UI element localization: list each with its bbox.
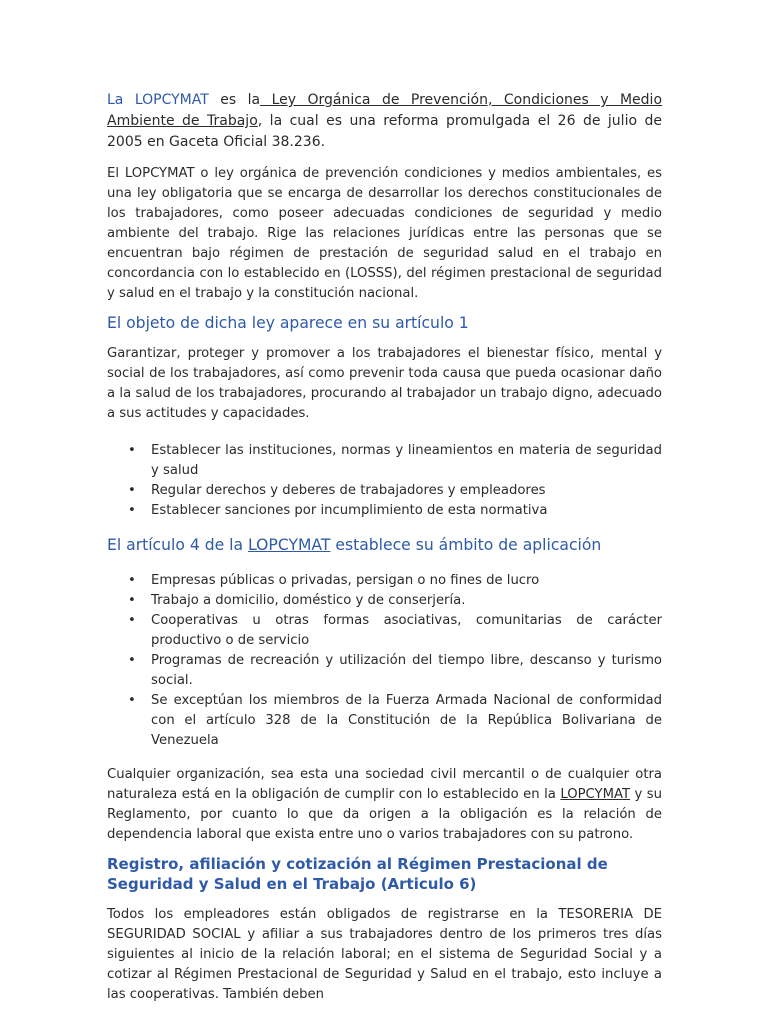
obligation-paragraph [107, 765, 662, 845]
registration-paragraph: Todos los empleadores están obligados de registrarse en la TESORERIA DE SEGURIDAD SOCIAL y afiliar a sus trabajadores dentro de los primeros tres días siguientes al inicio de la relación laboral; en el sistema de Seguridad Social y a cotizar al Régimen Prestacional de Seguridad y Salud en el trabajo, esto incluye a las cooperativas. También deben [107, 907, 662, 1002]
obligation-pre: Cualquier organización, sea esta una sociedad civil mercantil o de cualquier otra naturaleza está en la obligación de cumplir con lo establecido en la [107, 767, 662, 802]
obligation-post: y su Reglamento, por cuanto lo que da origen a la obligación es la relación de dependencia laboral que exista entre uno o varios trabajadores con su patrono. [107, 787, 662, 842]
law-name-link[interactable]: Ley Orgánica de Prevención, Condiciones y Medio Ambiente de Trabajo [107, 92, 663, 129]
object-paragraph: Garantizar, proteger y promover a los trabajadores el bienestar físico, mental y social de los trabajadores, así como prevenir toda causa que pueda ocasionar daño a la salud de los trabajadores, procurando al trabajador un trabajo digno, adecuado a sus actitudes y capacidades. [107, 346, 662, 421]
section-heading-registration: Registro, afiliación y cotización al Régimen Prestacional de Seguridad y Salud en el Trabajo (Articulo 6) [107, 855, 608, 893]
intro-connector: es la [208, 92, 261, 108]
intro-paragraph [107, 90, 662, 153]
lopcymat-brand: La LOPCYMAT [107, 92, 209, 108]
list-item: • Empresas públicas o privadas, persigan o no fines de lucro [107, 571, 662, 591]
document-page [107, 90, 662, 1014]
list-item: • Regular derechos y deberes de trabajadores y empleadores [107, 481, 662, 501]
list-item: • Se exceptúan los miembros de la Fuerza Armada Nacional de conformidad con el artículo 328 de la Constitución de la República Bolivariana de Venezuela [107, 691, 662, 751]
definition-paragraph: El LOPCYMAT o ley orgánica de prevención condiciones y medios ambientales, es una ley obligatoria que se encarga de desarrollar los derechos constitucionales de los trabajadores, como poseer adecuadas condiciones de seguridad y medio ambiente del trabajo. Rige las relaciones jurídicas entre las personas que se encuentran bajo régimen de prestación de seguridad salud en el trabajo en concordancia con lo establecido en (LOSSS), del régimen prestacional de seguridad y salud en el trabajo y la constitución nacional. [107, 166, 662, 301]
intro-rest: , la cual es una reforma promulgada el 26 de julio de 2005 en Gaceta Oficial 38.236. [107, 113, 662, 150]
list-item: • Trabajo a domicilio, doméstico y de conserjería. [107, 591, 662, 611]
scope-list [107, 571, 662, 751]
list-item: • Establecer las instituciones, normas y lineamientos en materia de seguridad y salud [107, 441, 662, 481]
list-item: • Programas de recreación y utilización del tiempo libre, descanso y turismo social. [107, 651, 662, 691]
section-heading-object: El objeto de dicha ley aparece en su artículo 1 [107, 314, 469, 332]
object-list [107, 441, 662, 521]
obligation-link[interactable]: LOPCYMAT [560, 787, 631, 802]
scope-heading-post: establece su ámbito de aplicación [330, 536, 602, 554]
list-item: • Establecer sanciones por incumplimiento de esta normativa [107, 501, 662, 521]
list-item: • Cooperativas u otras formas asociativas, comunitarias de carácter productivo o de servicio [107, 611, 662, 651]
scope-heading-link[interactable]: LOPCYMAT [248, 536, 331, 554]
section-heading-scope [107, 535, 662, 555]
scope-heading-pre: El artículo 4 de la [107, 536, 249, 554]
